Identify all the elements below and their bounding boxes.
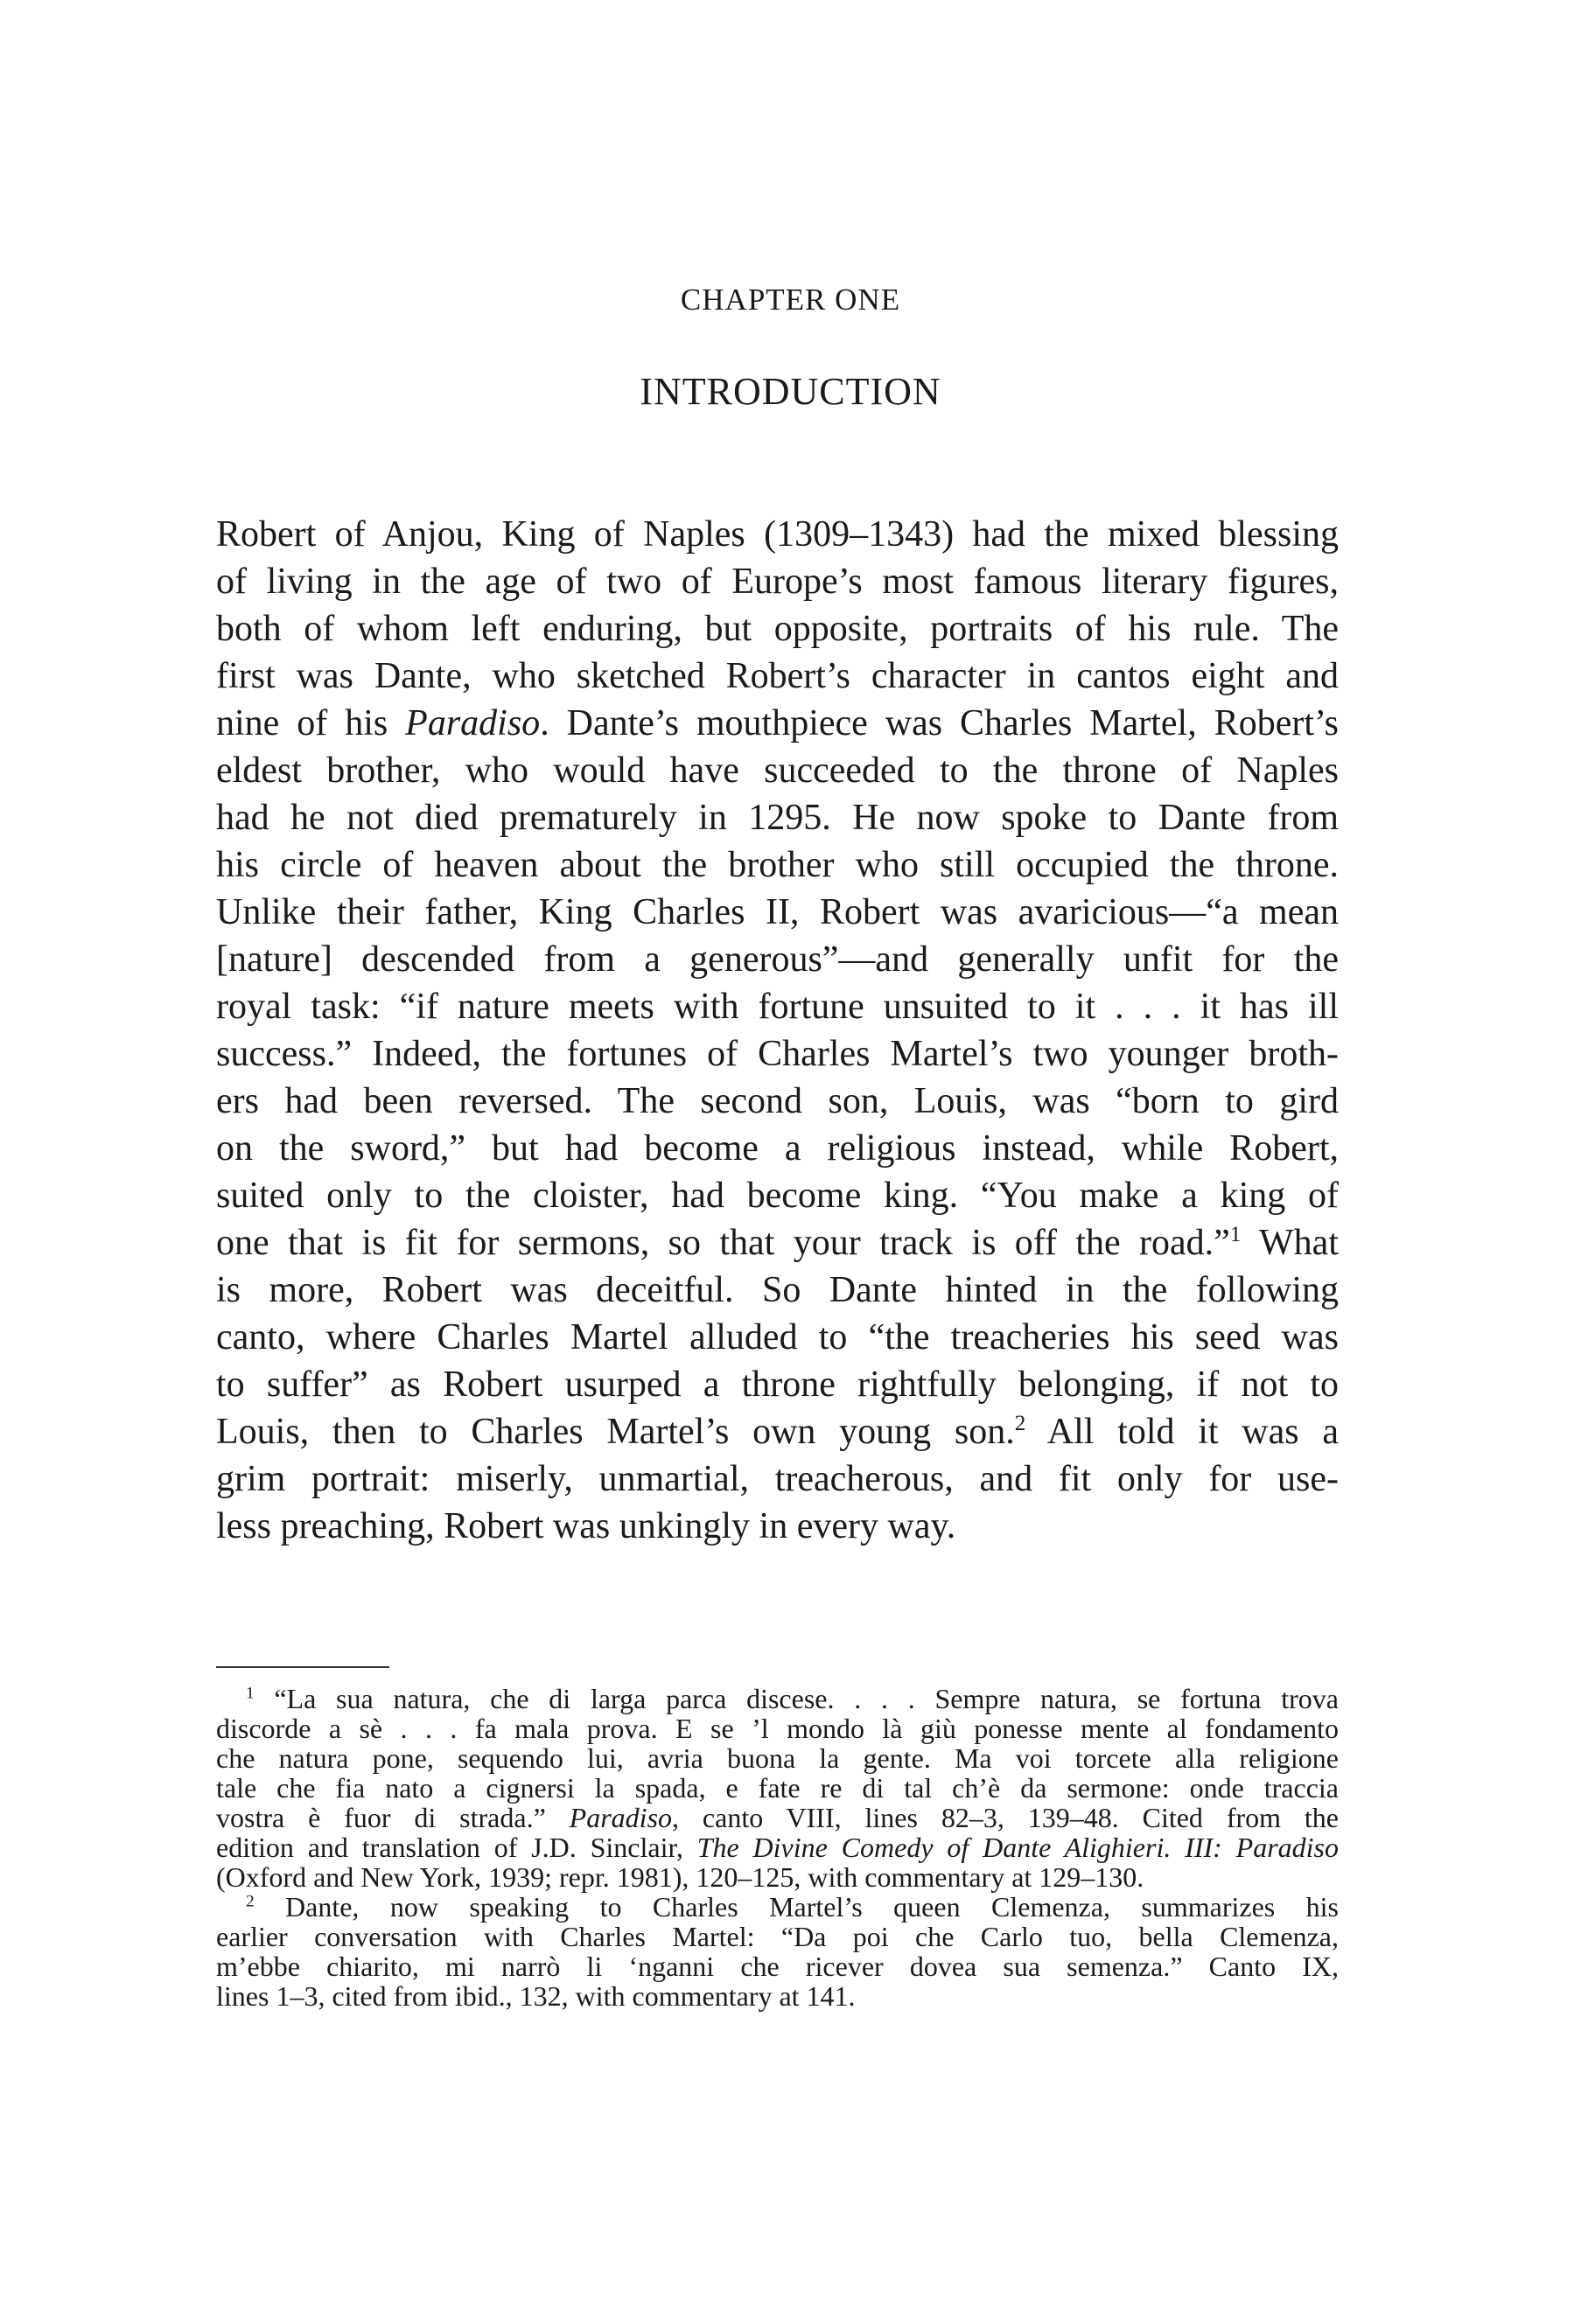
paragraph-text: first was Dante, who sketched Robert’s character in cantos eight and bbox=[216, 656, 1339, 696]
paragraph-text: All told it was a bbox=[1025, 1412, 1339, 1452]
paragraph-text: . Dante’s mouthpiece was Charles Martel, Robert’s bbox=[540, 703, 1340, 743]
footnote-text: che natura pone, sequendo lui, avria buona la gente. Ma voi torcete alla religione bbox=[216, 1742, 1339, 1774]
paragraph-text: one that is fit for sermons, so that your track is off the road.” bbox=[216, 1223, 1230, 1263]
footnote-marker: 2 bbox=[246, 1892, 255, 1911]
paragraph-text: nine of his bbox=[216, 703, 406, 743]
paragraph-line bbox=[216, 1267, 1339, 1314]
paragraph-text: is more, Robert was deceitful. So Dante hinted in the following bbox=[216, 1270, 1339, 1310]
paragraph-line bbox=[216, 1125, 1339, 1172]
paragraph-text: on the sword,” but had become a religious instead, while Robert, bbox=[216, 1128, 1339, 1169]
paragraph-text: Robert of Anjou, King of Naples (1309–1343) had the mixed blessing bbox=[216, 514, 1339, 555]
footnote-line bbox=[216, 1892, 1339, 1922]
paragraph-text: What bbox=[1241, 1223, 1339, 1263]
paragraph-line bbox=[216, 1030, 1339, 1078]
footnote-text: (Oxford and New York, 1939; repr. 1981), 120–125, with commentary at 129–130. bbox=[216, 1861, 1144, 1893]
paragraph-text: less preaching, Robert was unkingly in every way. bbox=[216, 1506, 956, 1546]
italic-title: Paradiso bbox=[569, 1802, 673, 1833]
footnotes bbox=[216, 1684, 1339, 2011]
footnote-line bbox=[216, 1803, 1339, 1832]
footnote-line bbox=[216, 1862, 1339, 1892]
paragraph-text: of living in the age of two of Europe’s most famous literary figures, bbox=[216, 562, 1339, 602]
chapter-title: INTRODUCTION bbox=[640, 370, 941, 413]
footnote-text: lines 1–3, cited from ibid., 132, with commentary at 141. bbox=[216, 1980, 856, 2012]
footnote-text: discorde a sè . . . fa mala prova. E se ’l mondo là giù ponesse mente al fondamento bbox=[216, 1713, 1339, 1744]
paragraph-line bbox=[216, 1172, 1339, 1219]
paragraph-text: Louis, then to Charles Martel’s own young son. bbox=[216, 1412, 1015, 1452]
paragraph-line bbox=[216, 653, 1339, 700]
paragraph-text: [nature] descended from a generous”—and generally unfit for the bbox=[216, 939, 1339, 980]
paragraph-text: royal task: “if nature meets with fortune unsuited to it . . . it has ill bbox=[216, 987, 1339, 1027]
paragraph-text: both of whom left enduring, but opposite, portraits of his rule. The bbox=[216, 609, 1339, 649]
footnote-text: “La sua natura, che di larga parca discese. . . . Sempre natura, se fortuna trova bbox=[254, 1683, 1339, 1714]
footnote-text: vostra è fuor di strada.” bbox=[216, 1802, 570, 1833]
paragraph-line bbox=[216, 983, 1339, 1030]
footnote-line bbox=[216, 1773, 1339, 1803]
paragraph-line bbox=[216, 700, 1339, 747]
paragraph-text: canto, where Charles Martel alluded to “the treacheries his seed was bbox=[216, 1317, 1339, 1357]
paragraph-line bbox=[216, 794, 1339, 841]
footnote-line bbox=[216, 1743, 1339, 1773]
paragraph-text: had he not died prematurely in 1295. He now spoke to Dante from bbox=[216, 798, 1339, 838]
footnote-line bbox=[216, 1922, 1339, 1951]
paragraph-text: grim portrait: miserly, unmartial, treacherous, and fit only for use- bbox=[216, 1459, 1339, 1499]
footnote-rule bbox=[216, 1666, 389, 1668]
footnote-line bbox=[216, 1684, 1339, 1713]
paragraph-text: ers had been reversed. The second son, Louis, was “born to gird bbox=[216, 1081, 1339, 1121]
footnote-marker: 1 bbox=[246, 1684, 255, 1703]
paragraph-line bbox=[216, 1503, 1339, 1550]
footnote-line bbox=[216, 1951, 1339, 1981]
paragraph-line bbox=[216, 1314, 1339, 1361]
footnote-marker: 1 bbox=[1229, 1223, 1242, 1246]
footnote-text: tale che fia nato a cignersi la spada, e fate re di tal ch’è da sermone: onde traccia bbox=[216, 1772, 1339, 1804]
italic-title: The Divine Comedy of Dante Alighieri. III: Paradiso bbox=[696, 1832, 1339, 1863]
paragraph-text: to suffer” as Robert usurped a throne rightfully belonging, if not to bbox=[216, 1364, 1339, 1405]
paragraph-line bbox=[216, 841, 1339, 889]
paragraph-line bbox=[216, 511, 1339, 558]
paragraph-line bbox=[216, 747, 1339, 794]
footnote-text: earlier conversation with Charles Martel: “Da poi che Carlo tuo, bella Clemenza, bbox=[216, 1921, 1339, 1952]
footnote-text: , canto VIII, lines 82–3, 139–48. Cited from the bbox=[672, 1802, 1339, 1833]
paragraph-line bbox=[216, 1455, 1339, 1503]
body-text bbox=[216, 511, 1339, 1550]
footnote-marker: 2 bbox=[1014, 1412, 1026, 1435]
footnote-text: Dante, now speaking to Charles Martel’s queen Clemenza, summarizes his bbox=[254, 1891, 1339, 1923]
footnote-text: m’ebbe chiarito, mi narrò li ‘nganni che ricever dovea sua semenza.” Canto IX, bbox=[216, 1951, 1339, 1982]
footnote-line bbox=[216, 1832, 1339, 1862]
footnote-text: edition and translation of J.D. Sinclair, bbox=[216, 1832, 697, 1863]
italic-title: Paradiso bbox=[405, 703, 541, 743]
paragraph-text: Unlike their father, King Charles II, Robert was avaricious—“a mean bbox=[216, 892, 1339, 932]
paragraph-text: suited only to the cloister, had become king. “You make a king of bbox=[216, 1176, 1339, 1216]
paragraph-line bbox=[216, 936, 1339, 983]
paragraph-text: his circle of heaven about the brother who still occupied the throne. bbox=[216, 845, 1339, 885]
chapter-label: CHAPTER ONE bbox=[680, 283, 901, 317]
paragraph-line bbox=[216, 1361, 1339, 1408]
footnote-line bbox=[216, 1981, 1339, 2011]
paragraph-line bbox=[216, 1078, 1339, 1125]
paragraph-text: eldest brother, who would have succeeded to the throne of Naples bbox=[216, 750, 1339, 791]
paragraph-line bbox=[216, 1408, 1339, 1455]
paragraph-line bbox=[216, 558, 1339, 605]
paragraph-line bbox=[216, 1219, 1339, 1267]
paragraph-line bbox=[216, 605, 1339, 653]
paragraph-line bbox=[216, 889, 1339, 936]
footnote-line bbox=[216, 1713, 1339, 1743]
paragraph-text: success.” Indeed, the fortunes of Charles Martel’s two younger broth- bbox=[216, 1034, 1339, 1074]
